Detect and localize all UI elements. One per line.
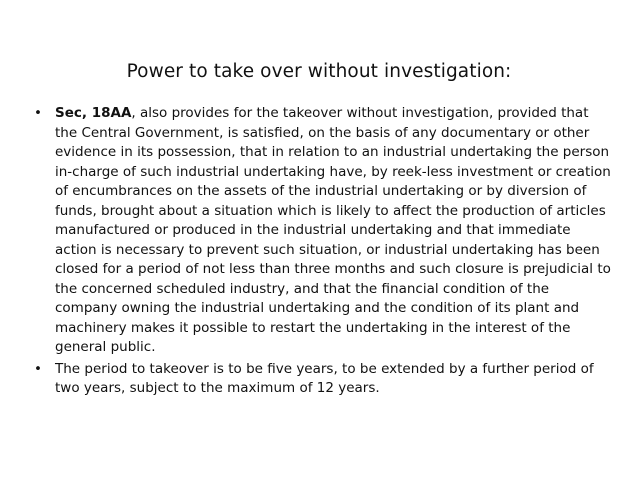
slide-title: Power to take over without investigation: [126, 61, 512, 82]
bullet-item-takeover-period [34, 360, 614, 399]
bullet-list [34, 104, 614, 401]
section-reference: Sec, 18AA [55, 105, 132, 121]
bullet-item-section-18aa [34, 104, 614, 358]
bullet-marker: • [34, 105, 42, 121]
bullet-text: The period to takeover is to be five years, to be extended by a further period of two years, subject to the maximum of 12 years. [55, 360, 594, 396]
bullet-text: , also provides for the takeover without investigation, provided that the Central Government, is satisfied, on the basis of any documentary or other evidence in its possession, that in relation to an industrial undertaking the person in-charge of such industrial undertaking have, by reek-less investment or creation of encumbrances on the assets of the industrial undertaking or by diversion of funds, brought about a situation which is likely to affect the production of articles manufactured or produced in the industrial undertaking and that immediate action is necessary to prevent such situation, or industrial undertaking has been closed for a period of not less than three months and such closure is prejudicial to the concerned scheduled industry, and that the financial condition of the company owning the industrial undertaking and the condition of its plant and machinery makes it possible to restart the undertaking in the interest of the general public. [55, 105, 611, 355]
bullet-marker: • [34, 360, 42, 377]
